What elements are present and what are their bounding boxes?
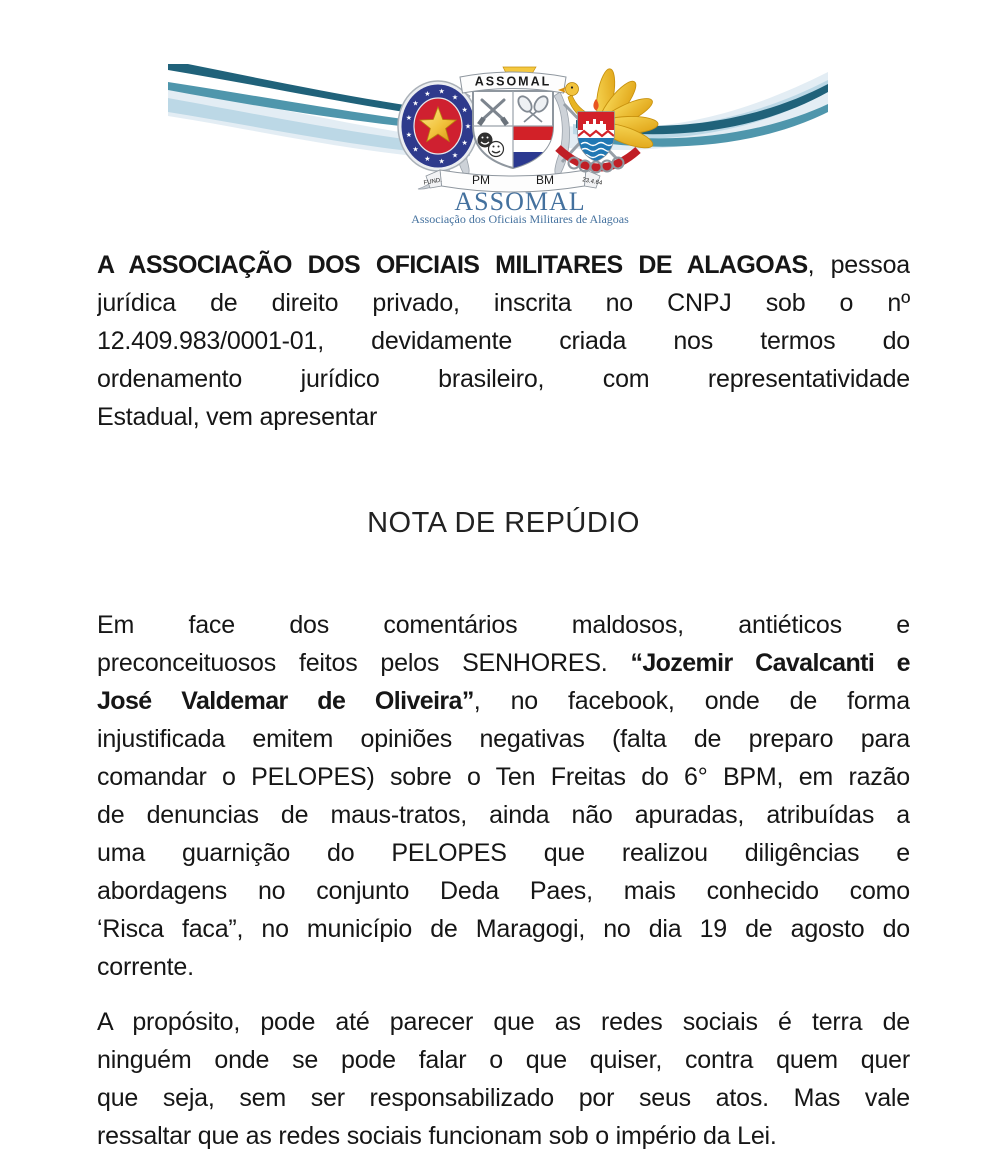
text-segment-bold: “Jozemir Cavalcanti e bbox=[630, 649, 910, 677]
text-segment: ressaltar que as redes sociais funcionam sob o império da Lei. bbox=[97, 1122, 777, 1150]
text-line bbox=[97, 398, 910, 436]
org-acronym: ASSOMAL bbox=[453, 187, 586, 216]
flag-stripe-red bbox=[513, 126, 553, 140]
text-segment: A propósito, pode até parecer que as redes sociais é terra de bbox=[97, 1008, 910, 1036]
text-line bbox=[97, 1003, 910, 1041]
text-segment: comandar o PELOPES) sobre o Ten Freitas do 6° BPM, em razão bbox=[97, 763, 910, 791]
text-line bbox=[97, 322, 910, 360]
svg-text:★: ★ bbox=[405, 130, 412, 139]
letterhead bbox=[0, 0, 995, 229]
eagle-eye bbox=[570, 86, 572, 88]
text-line bbox=[97, 720, 910, 758]
sea-field bbox=[578, 138, 614, 161]
intro-paragraph bbox=[97, 246, 910, 436]
text-segment: que seja, sem ser responsabilizado por seus atos. Mas vale bbox=[97, 1084, 910, 1112]
text-segment: 12.409.983/0001-01, devidamente criada nos termos do bbox=[97, 327, 910, 355]
scroll-fund-label: FUND. bbox=[422, 177, 442, 187]
closing-paragraph bbox=[97, 1003, 910, 1155]
svg-text:★: ★ bbox=[423, 89, 431, 98]
eagle-coat-of-arms bbox=[558, 68, 658, 173]
text-segment: ninguém onde se pode falar o que quiser, contra quem quer bbox=[97, 1046, 910, 1074]
scroll-date-label: 23.4.64 bbox=[581, 177, 603, 187]
text-segment: abordagens no conjunto Deda Paes, mais conhecido como bbox=[97, 877, 910, 905]
star-badge-emblem bbox=[398, 81, 478, 171]
text-line bbox=[97, 644, 910, 682]
repudiation-paragraph bbox=[97, 606, 910, 986]
text-segment: jurídica de direito privado, inscrita no CNPJ sob o nº bbox=[97, 289, 910, 317]
svg-text:★: ★ bbox=[411, 99, 419, 108]
svg-text:★: ★ bbox=[464, 122, 471, 131]
text-line bbox=[97, 1079, 910, 1117]
text-line bbox=[97, 682, 910, 720]
text-line bbox=[97, 1041, 910, 1079]
svg-text:★: ★ bbox=[451, 93, 458, 102]
scroll-pm-label: PM bbox=[471, 173, 490, 187]
svg-text:★: ★ bbox=[460, 138, 468, 147]
svg-text:★: ★ bbox=[460, 106, 468, 115]
assomal-logo bbox=[168, 64, 828, 229]
text-segment: preconceituosos feitos pelos SENHORES. bbox=[97, 649, 631, 677]
svg-text:★: ★ bbox=[437, 87, 445, 96]
text-segment-bold: A ASSOCIAÇÃO DOS OFICIAIS MILITARES DE ALAGOAS bbox=[97, 251, 808, 279]
eagle-head bbox=[565, 83, 578, 96]
text-segment-bold: José Valdemar de Oliveira” bbox=[97, 687, 474, 715]
text-line bbox=[97, 1117, 910, 1155]
text-line bbox=[97, 360, 910, 398]
text-line bbox=[97, 758, 910, 796]
text-segment: uma guarnição do PELOPES que realizou diligências e bbox=[97, 839, 910, 867]
text-segment: , pessoa bbox=[807, 251, 910, 279]
text-line bbox=[97, 910, 910, 948]
scroll-bm-label: BM bbox=[535, 173, 554, 187]
top-banner-label: ASSOMAL bbox=[474, 74, 551, 89]
text-segment: injustificada emitem opiniões negativas (falta de preparo para bbox=[97, 725, 910, 753]
text-line bbox=[97, 872, 910, 910]
text-line bbox=[97, 796, 910, 834]
flag-stripe-white bbox=[513, 140, 553, 152]
org-full-name: Associação dos Oficiais Militares de Alagoas bbox=[410, 212, 629, 226]
text-segment: ordenamento jurídico brasileiro, com representatividade bbox=[97, 365, 910, 393]
svg-text:★: ★ bbox=[405, 114, 412, 123]
svg-text:★: ★ bbox=[437, 157, 445, 166]
svg-text:★: ★ bbox=[423, 155, 431, 164]
text-line bbox=[97, 606, 910, 644]
svg-text:★: ★ bbox=[411, 145, 419, 154]
text-line bbox=[97, 834, 910, 872]
text-line bbox=[97, 948, 910, 986]
text-line bbox=[97, 284, 910, 322]
text-segment: Estadual, vem apresentar bbox=[97, 403, 378, 431]
text-segment: , no facebook, onde de forma bbox=[473, 687, 910, 715]
text-segment: corrente. bbox=[97, 953, 194, 981]
document-title: NOTA DE REPÚDIO bbox=[367, 507, 640, 539]
text-segment: Em face dos comentários maldosos, antiéticos e bbox=[97, 611, 910, 639]
document-body bbox=[97, 246, 910, 1155]
svg-text:★: ★ bbox=[451, 151, 458, 160]
text-line bbox=[97, 246, 910, 284]
text-segment: ‘Risca faca”, no município de Maragogi, no dia 19 de agosto do bbox=[97, 915, 910, 943]
text-segment: de denuncias de maus-tratos, ainda não apuradas, atribuídas a bbox=[97, 801, 910, 829]
